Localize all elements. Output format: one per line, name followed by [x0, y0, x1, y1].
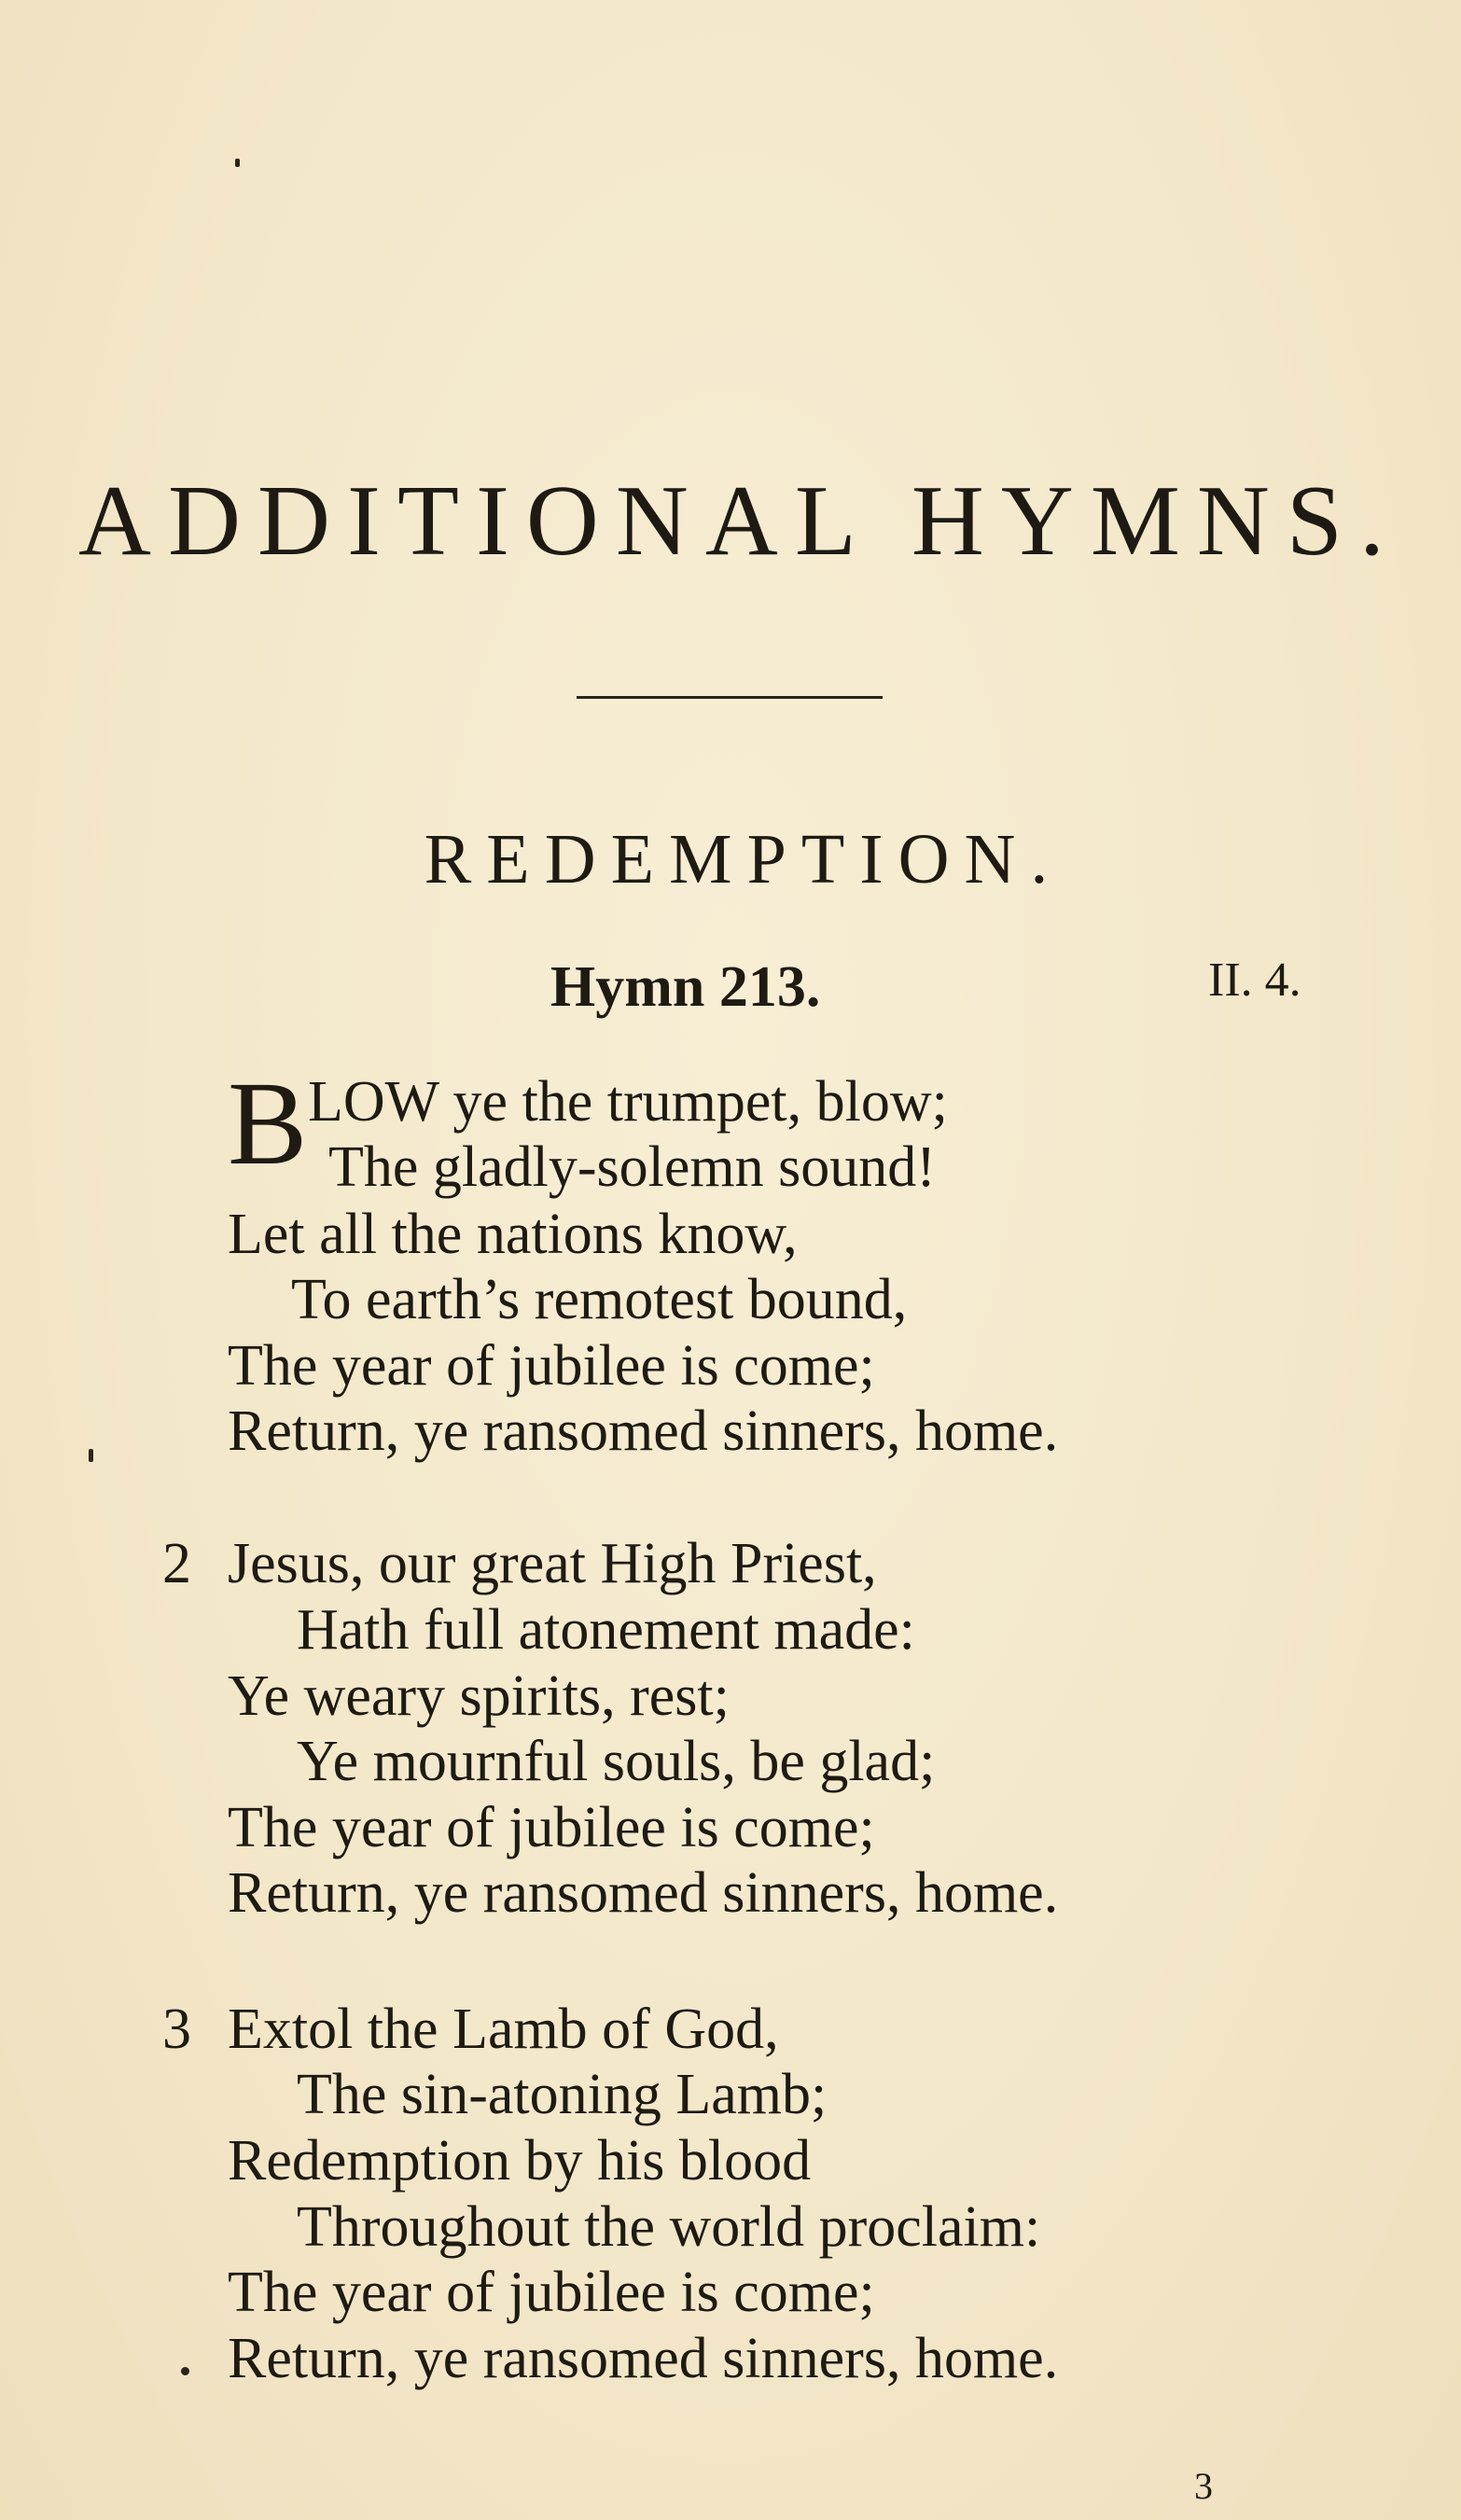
verse-line: Hath full atonement made:: [297, 1598, 915, 1662]
verse-line: Let all the nations know,: [228, 1203, 798, 1266]
verse-line: Ye weary spirits, rest;: [228, 1664, 730, 1728]
section-heading: REDEMPTION.: [424, 820, 1064, 898]
verse-line: Throughout the world proclaim:: [297, 2195, 1041, 2259]
hymn-number: Hymn 213.: [550, 955, 821, 1019]
verse-line: The gladly-solemn sound!: [328, 1135, 936, 1199]
drop-cap: B: [228, 1057, 308, 1190]
verse-number: 2: [162, 1532, 191, 1595]
verse-number: 3: [162, 1998, 191, 2061]
verse-line: Jesus, our great High Priest,: [228, 1532, 877, 1595]
verse-line: Ye mournful souls, be glad;: [297, 1730, 936, 1793]
verse-line: Return, ye ransomed sinners, home.: [228, 2327, 1059, 2390]
page-title: ADDITIONAL HYMNS.: [78, 466, 1401, 577]
verse-line: To earth’s remotest bound,: [291, 1268, 908, 1331]
verse-line: Extol the Lamb of God,: [228, 1998, 779, 2061]
verse-line: The year of jubilee is come;: [228, 1334, 875, 1398]
verse-line: The sin-atoning Lamb;: [297, 2063, 828, 2126]
verse-line: LOW ye the trumpet, blow;: [308, 1070, 948, 1134]
print-speck: [89, 1449, 93, 1462]
verse-line: The year of jubilee is come;: [228, 1796, 875, 1859]
verse-line: Return, ye ransomed sinners, home.: [228, 1399, 1059, 1463]
page-number: 3: [1194, 2465, 1213, 2507]
verse-line: Redemption by his blood: [228, 2129, 812, 2193]
title-divider: [577, 696, 883, 699]
print-speck: [235, 159, 240, 167]
verse-line: The year of jubilee is come;: [228, 2261, 875, 2324]
hymn-meter: II. 4.: [1208, 954, 1301, 1007]
verse-line: Return, ye ransomed sinners, home.: [228, 1861, 1059, 1925]
print-speck: [181, 2367, 189, 2375]
